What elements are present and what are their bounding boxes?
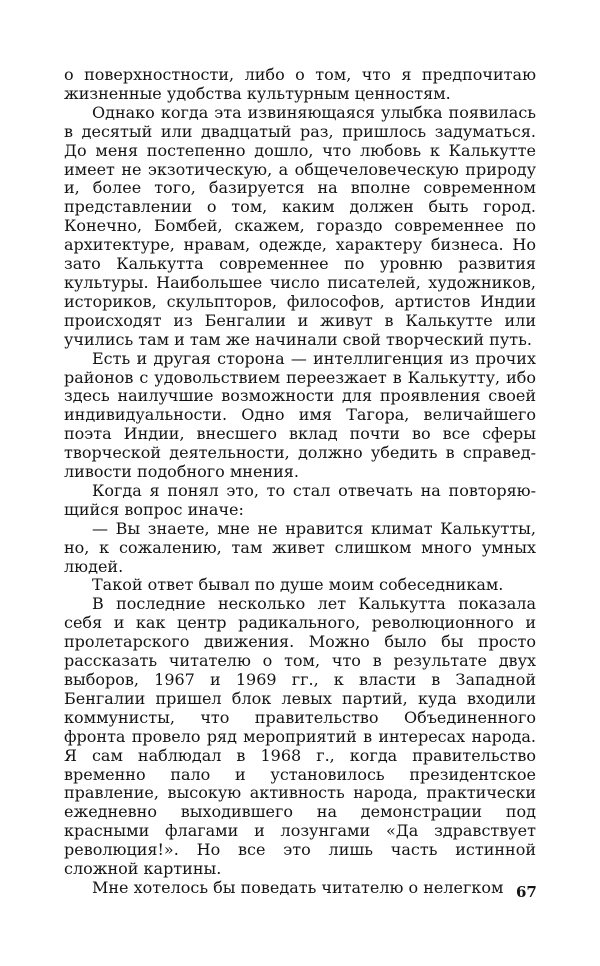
body-text [64,66,536,898]
paragraph-intelligentsia: Есть и другая сторона — интеллигенция из прочих районов с удовольствием переезжает в Калькутту, ибо здесь наилучшие возможности для проявления своей индивидуальности. Одно имя Тагора, величайшего поэта Индии, внесшего вклад почти во все сферы творческой деятельности, должно убедить в справедливости подобного мнения. [64,348,536,482]
paragraph-radical-movement: В последние несколько лет Калькутта показала себя и как центр радикального, революционного и пролетарского движения. Можно было бы просто рассказать читателю о том, что в результате двух выборов, 1967 и 1969 гг., к власти в Западной Бенгалии пришел блок левых партий, куда входили коммунисты, что правительство Объединенного фронта провело ряд мероприятий в интересах народа. Я сам наблюдал в 1968 г., когда правительство временно пало и установилось президентское правление, высокую активность народа, практически ежедневно выходившего на демонстрации под красными флагами и лозунгами «Да здравствует революция!». Но все это лишь часть истинной сложной картины. [64,594,536,879]
paragraph-final-fragment: Мне хотелось бы поведать читателю о нелегком [92,877,504,897]
paragraph-continuation: о поверхностности, либо о том, что я предпочитаю жизненные удобства культурным ценностям. [64,65,536,103]
paragraph-dialogue: — Вы знаете, мне не нравится климат Калькутты, но, к сожалению, там живет слишком много умных людей. [64,518,536,576]
paragraph-answer-intro: Когда я понял это, то стал отвечать на повторяющийся вопрос иначе: [64,480,536,519]
page-number: 67 [516,883,537,901]
paragraph-reaction: Такой ответ бывал по душе моим собеседникам. [92,575,504,595]
paragraph-calcutta-culture: Однако когда эта извиняющаяся улыбка появилась в десятый или двадцатый раз, пришлось задуматься. До меня постепенно дошло, что любовь к Калькутте имеет не экзотическую, а общечеловеческую природу и, более того, базируется на вполне современном представлении о том, каким должен быть город. Конечно, Бомбей, скажем, гораздо современнее по архитектуре, нравам, одежде, характеру бизнеса. Но зато Калькутта современнее по уровню развития культуры. Наибольшее число писателей, художников, историков, скульпторов, философов, артистов Индии происходят из Бенгалии и живут в Калькутте или учились там и там же начинали свой творческий путь. [64,102,536,349]
